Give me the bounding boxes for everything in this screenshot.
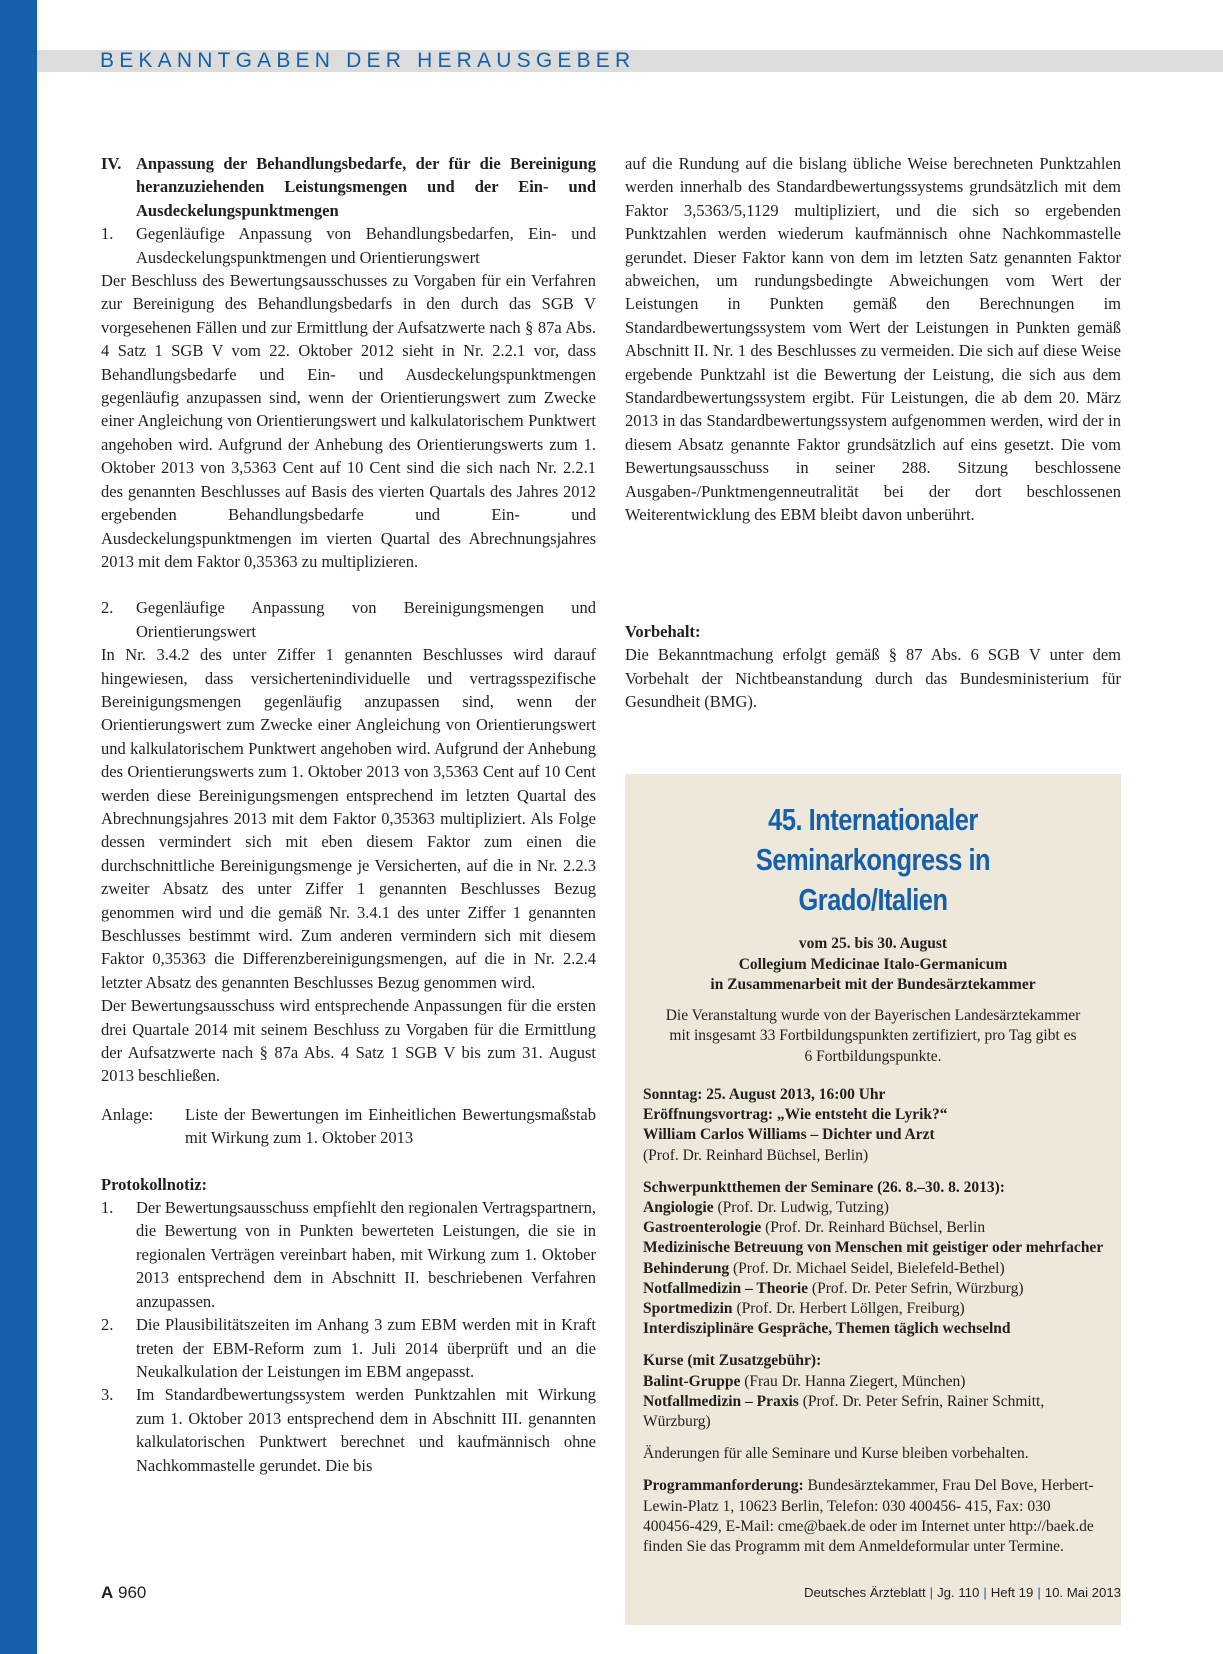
subheading-2 (101, 596, 596, 643)
subheading-2-text: Gegenläufige Anpassung von Bereinigungsmengen und Orientierungswert (136, 598, 596, 641)
event-partner: in Zusammenarbeit mit der Bundesärztekammer (710, 976, 1036, 993)
sunday-date: Sonntag: 25. August 2013, 16:00 Uhr (643, 1086, 886, 1103)
section-heading-number: IV. (101, 154, 122, 173)
reservation-text: Die Bekanntmachung erfolgt gemäß § 87 Abs. 6 SGB V unter dem Vorbehalt der Nichtbeanstandung durch das Bundesministerium für Gesundheit (BMG). (625, 645, 1121, 712)
theme-item: Notfallmedizin – Theorie (Prof. Dr. Peter Sefrin, Würzburg) (643, 1279, 1024, 1297)
theme-item: Angiologie (Prof. Dr. Ludwig, Tutzing) (643, 1199, 889, 1217)
event-title-line-2: Seminarkongress in Grado/Italien (755, 842, 991, 917)
attachment-text: Liste der Bewertungen im Einheitlichen Bewertungsmaßstab mit Wirkung zum 1. Oktober 2013 (185, 1104, 596, 1148)
event-themes (643, 1178, 1103, 1340)
theme-item: Interdisziplinäre Gespräche, Themen täglich wechselnd (643, 1320, 1011, 1338)
page-number: A 960 (101, 1583, 147, 1602)
theme-item: Sportmedizin (Prof. Dr. Herbert Löllgen, Freiburg) (643, 1300, 965, 1318)
journal-footer: Deutsches Ärzteblatt | Jg. 110 | Heft 19 | 10. Mai 2013 (803, 1585, 1121, 1600)
event-program-request (643, 1476, 1103, 1557)
continuation-paragraph: auf die Rundung auf die bislang übliche Weise berechneten Punktzahlen werden innerhalb des Standardbewertungssystems grundsätzlich mit dem Faktor 3,5363/5,1129 multipliziert, und die sich so ergebenden Punktzahlen werden wiederum kaufmännisch ohne Nachkommastelle gerundet. Dieser Faktor kann von dem im letzten Satz genannten Faktor abweichen, um rundungsbedingte Abweichungen vom Wert der Leistungen in Punkten gemäß den Berechnungen im Standardbewertungssystem vom Wert der Leistungen in Punkten gemäß Abschnitt II. Nr. 1 des Beschlusses zu vermeiden. Die sich auf diese Weise ergebende Punktzahl ist die Bewertung der Leistung, die sich aus dem Standardbewertungssystem ergibt. Für Leistungen, die ab dem 20. März 2013 in das Standardbewertungssystem aufgenommen werden, wird der in diesem Absatz genannte Faktor grundsätzlich auf eins gesetzt. Die vom Bewertungsausschuss in seiner 288. Sitzung beschlossene Ausgaben-/Punktmengenneutralität bei der dort beschlossenen Weiterentwicklung des EBM bleibt davon unberührt. (625, 154, 1121, 525)
opening-talk-topic: William Carlos Williams – Dichter und Arzt (643, 1126, 935, 1144)
left-column (101, 152, 596, 1477)
section-title: BEKANNTGABEN DER HERAUSGEBER (100, 49, 636, 72)
protocol-item-number: 1. (101, 1198, 114, 1218)
protocol-item-text: Der Bewertungsausschuss empfiehlt den regionalen Vertragspartnern, die Bewertung von in Punkten bewerteten Leistungen, die sie in regionalen Verträgen vereinbart haben, mit Wirkung zum 1. Oktober 2013 entsprechend dem in Abschnitt II. beschriebenen Verfahren anzupassen. (136, 1198, 596, 1311)
protocol-item-number: 2. (101, 1315, 114, 1335)
paragraph-3: Der Bewertungsausschuss wird entsprechende Anpassungen für die ersten drei Quartale 2014 mit seinem Beschluss zu Vorgaben für die Ermittlung der Aufsatzwerte nach § 87a Abs. 4 Satz 1 SGB V bis zum 31. August 2013 beschließen. (101, 996, 596, 1086)
subheading-1 (101, 222, 596, 269)
reservation-block (625, 620, 1121, 714)
courses-heading: Kurse (mit Zusatzgebühr): (643, 1352, 822, 1370)
event-box (625, 774, 1121, 1625)
protocol-item-text: Im Standardbewertungssystem werden Punktzahlen mit Wirkung zum 1. Oktober 2013 entsprechend dem in Abschnitt III. genannten kalkulatorischen Punktwert berechnet und kaufmännisch ohne Nachkommastelle gerundet. Die bis (136, 1385, 596, 1475)
attachment-label: Anlage: (101, 1104, 154, 1124)
theme-item: Medizinische Betreuung von Menschen mit geistiger oder mehrfacher Behinderung (Prof. Dr. Michael Seidel, Bielefeld-Bethel) (643, 1239, 1103, 1277)
reservation-heading: Vorbehalt: (625, 622, 701, 641)
subheading-2-number: 2. (101, 598, 114, 618)
course-item: Notfallmedizin – Praxis (Prof. Dr. Peter Sefrin, Rainer Schmitt, Würzburg) (643, 1392, 1045, 1431)
protocol-heading: Protokollnotiz: (101, 1174, 208, 1194)
journal-date: 10. Mai 2013 (1044, 1585, 1121, 1600)
journal-issue: Heft 19 (990, 1585, 1034, 1600)
left-color-bar (0, 0, 37, 1654)
section-heading (101, 152, 596, 222)
section-heading-text: Anpassung der Behandlungsbedarfe, der für die Bereinigung heranzuziehenden Leistungsmengen und der Ein- und Ausdeckelungspunktmengen (136, 154, 596, 220)
right-column (625, 152, 1121, 527)
journal-volume: Jg. 110 (937, 1585, 980, 1600)
opening-talk-speaker: (Prof. Dr. Reinhard Büchsel, Berlin) (643, 1146, 869, 1164)
protocol-item (101, 1313, 596, 1383)
event-organizer: Collegium Medicinae Italo-Germanicum (738, 955, 1008, 973)
journal-name: Deutsches Ärzteblatt (803, 1585, 926, 1600)
themes-heading: Schwerpunktthemen der Seminare (26. 8.–30. 8. 2013): (643, 1178, 1005, 1196)
event-date: vom 25. bis 30. August (798, 935, 948, 952)
attachment-note (101, 1103, 596, 1150)
event-sunday (643, 1085, 1103, 1166)
protocol-item (101, 1383, 596, 1477)
protocol-item-number: 3. (101, 1385, 114, 1405)
event-title-line-1: 45. Internationaler (768, 802, 978, 837)
event-courses (643, 1351, 1103, 1432)
protocol-item (101, 1196, 596, 1313)
paragraph-1: Der Beschluss des Bewertungsausschusses zu Vorgaben für ein Verfahren zur Bereinigung des Behandlungsbedarfs in den durch das SGB V vorgesehenen Fällen und zur Ermittlung der Aufsatzwerte nach § 87a Abs. 4 Satz 1 SGB V vom 22. Oktober 2012 sieht in Nr. 2.2.1 vor, dass Behandlungsbedarfe und Ein- und Ausdeckelungspunktmengen gegenläufig anzupassen sind, wenn der Orientierungswert zum Zwecke einer Angleichung von Orientierungswert und kalkulatorischem Punktwert angehoben wird. Aufgrund der Anhebung des Orientierungswerts zum 1. Oktober 2013 von 3,5363 Cent auf 10 Cent sind die sich nach Nr. 2.2.1 des genannten Beschlusses auf Basis des vierten Quartals des Jahres 2012 ergebenden Behandlungsbedarfe und Ein- und Ausdeckelungspunktmengen im vierten Quartal des Abrechnungsjahres 2013 mit dem Faktor 0,35363 zu multiplizieren. (101, 271, 596, 571)
subheading-1-text: Gegenläufige Anpassung von Behandlungsbedarfen, Ein- und Ausdeckelungspunktmengen und Orientierungswert (136, 224, 596, 267)
opening-talk: Eröffnungsvortrag: „Wie entsteht die Lyrik?“ (643, 1106, 948, 1124)
protocol-item-text: Die Plausibilitätszeiten im Anhang 3 zum EBM werden mit in Kraft treten der EBM-Reform zum 1. Juli 2014 überprüft und an die Neukalkulation der Leistungen im EBM angepasst. (136, 1315, 596, 1381)
theme-item: Gastroenterologie (Prof. Dr. Reinhard Büchsel, Berlin (643, 1219, 986, 1237)
event-certification: Die Veranstaltung wurde von der Bayerischen Landesärztekammer mit insgesamt 33 Fortbildungspunkten zertifiziert, pro Tag gibt es 6 Fortbildungspunkte. (665, 1006, 1081, 1065)
subheading-1-number: 1. (101, 224, 114, 244)
program-label: Programmanforderung: (643, 1477, 804, 1495)
paragraph-2: In Nr. 3.4.2 des unter Ziffer 1 genannten Beschlusses wird darauf hingewiesen, dass versichertenindividuelle und vertragsspezifische Bereinigungsmengen gegenläufig anzupassen sind, wenn der Orientierungswert zum Zwecke einer Angleichung von Orientierungswert und kalkulatorischem Punktwert angehoben wird. Aufgrund der Anhebung des Orientierungswerts zum 1. Oktober 2013 von 3,5363 Cent auf 10 Cent werden diese Bereinigungsmengen entsprechend im letzten Quartal des Abrechnungsjahres 2013 mit dem Faktor 0,35363 multipliziert. Als Folge dessen vermindert sich mit eben diesem Faktor zum einen die durchschnittliche Bereinigungsmenge je Versicherten, auf die in Nr. 2.2.3 zweiter Absatz des unter Ziffer 1 genannten Beschlusses Bezug genommen wird und die gemäß Nr. 3.4.1 des unter Ziffer 1 genannten Beschlusses bestimmt wird. Zum anderen vermindern sich mit diesem Faktor 0,35363 die Differenzbereinigungsmengen, auf die in Nr. 2.2.4 letzter Absatz des genannten Beschlusses Bezug genommen wird. (101, 645, 596, 992)
program-text: Bundesärztekammer, Frau Del Bove, Herbert-Lewin-Platz 1, 10623 Berlin, Telefon: 030 400456- 415, Fax: 030 400456-429, E-Mail: cme@baek.de oder im Internet unter http://baek.de finden Sie das Programm mit dem Anmeldeformular unter Termine. (643, 1477, 1094, 1556)
course-item: Balint-Gruppe (Frau Dr. Hanna Ziegert, München) (643, 1372, 966, 1390)
event-changes-note: Änderungen für alle Seminare und Kurse bleiben vorbehalten. (643, 1445, 1029, 1463)
